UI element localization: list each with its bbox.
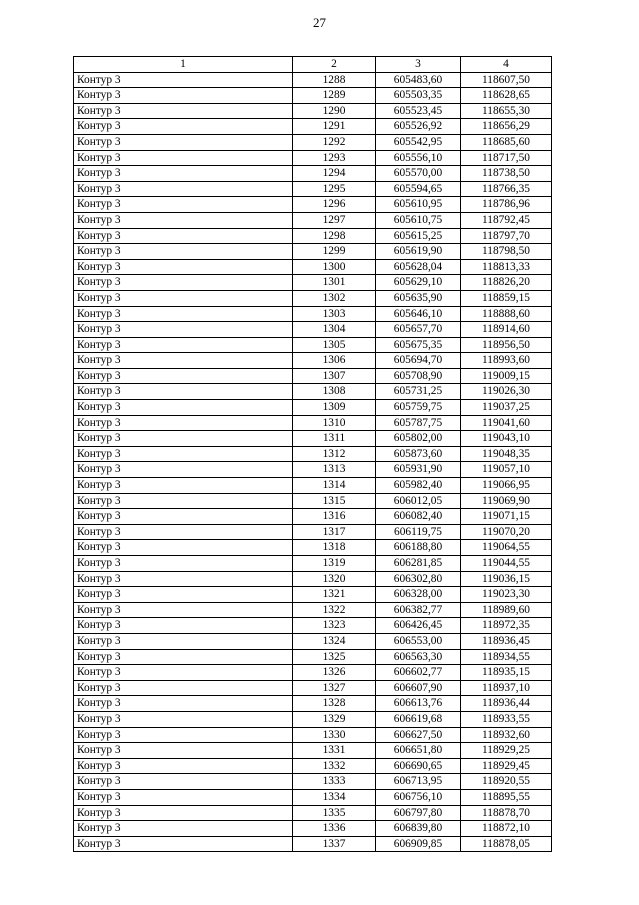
x-coordinate-cell: 606281,85 <box>376 556 461 572</box>
table-row <box>74 212 552 228</box>
contour-name-cell: Контур 3 <box>74 150 293 166</box>
y-coordinate-cell: 118932,60 <box>461 727 552 743</box>
contour-name-cell: Контур 3 <box>74 306 293 322</box>
contour-name-cell: Контур 3 <box>74 103 293 119</box>
x-coordinate-cell: 606651,80 <box>376 743 461 759</box>
x-coordinate-cell: 606713,95 <box>376 774 461 790</box>
page-number: 27 <box>313 15 326 30</box>
contour-name-cell: Контур 3 <box>74 633 293 649</box>
contour-name-cell: Контур 3 <box>74 478 293 494</box>
point-number-cell: 1298 <box>293 228 376 244</box>
table-row <box>74 587 552 603</box>
x-coordinate-cell: 605982,40 <box>376 478 461 494</box>
y-coordinate-cell: 118826,20 <box>461 275 552 291</box>
table-row <box>74 602 552 618</box>
x-coordinate-cell: 606607,90 <box>376 680 461 696</box>
x-coordinate-cell: 606328,00 <box>376 587 461 603</box>
table-row <box>74 446 552 462</box>
x-coordinate-cell: 606119,75 <box>376 524 461 540</box>
table-row <box>74 758 552 774</box>
table-row <box>74 384 552 400</box>
table-row <box>74 478 552 494</box>
y-coordinate-cell: 118935,15 <box>461 665 552 681</box>
y-coordinate-cell: 118685,60 <box>461 134 552 150</box>
y-coordinate-cell: 118936,45 <box>461 633 552 649</box>
x-coordinate-cell: 606619,68 <box>376 711 461 727</box>
table-row <box>74 462 552 478</box>
x-coordinate-cell: 605503,35 <box>376 88 461 104</box>
x-coordinate-cell: 606613,76 <box>376 696 461 712</box>
contour-name-cell: Контур 3 <box>74 821 293 837</box>
point-number-cell: 1302 <box>293 290 376 306</box>
x-coordinate-cell: 605931,90 <box>376 462 461 478</box>
point-number-cell: 1323 <box>293 618 376 634</box>
x-coordinate-cell: 605873,60 <box>376 446 461 462</box>
table-row <box>74 134 552 150</box>
table-row <box>74 306 552 322</box>
y-coordinate-cell: 119064,55 <box>461 540 552 556</box>
contour-name-cell: Контур 3 <box>74 134 293 150</box>
point-number-cell: 1306 <box>293 353 376 369</box>
table-row <box>74 805 552 821</box>
y-coordinate-cell: 118607,50 <box>461 72 552 88</box>
x-coordinate-cell: 606426,45 <box>376 618 461 634</box>
contour-name-cell: Контур 3 <box>74 649 293 665</box>
table-row <box>74 150 552 166</box>
y-coordinate-cell: 118929,25 <box>461 743 552 759</box>
y-coordinate-cell: 119070,20 <box>461 524 552 540</box>
contour-name-cell: Контур 3 <box>74 462 293 478</box>
point-number-cell: 1309 <box>293 400 376 416</box>
contour-name-cell: Контур 3 <box>74 353 293 369</box>
y-coordinate-cell: 118993,60 <box>461 353 552 369</box>
point-number-cell: 1288 <box>293 72 376 88</box>
y-coordinate-cell: 119026,30 <box>461 384 552 400</box>
point-number-cell: 1333 <box>293 774 376 790</box>
x-coordinate-cell: 605483,60 <box>376 72 461 88</box>
y-coordinate-cell: 118872,10 <box>461 821 552 837</box>
table-header-row <box>74 57 552 73</box>
point-number-cell: 1295 <box>293 181 376 197</box>
point-number-cell: 1317 <box>293 524 376 540</box>
contour-name-cell: Контур 3 <box>74 88 293 104</box>
y-coordinate-cell: 119009,15 <box>461 368 552 384</box>
x-coordinate-cell: 605542,95 <box>376 134 461 150</box>
table-row <box>74 711 552 727</box>
point-number-cell: 1325 <box>293 649 376 665</box>
table-row <box>74 290 552 306</box>
y-coordinate-cell: 118972,35 <box>461 618 552 634</box>
x-coordinate-cell: 605523,45 <box>376 103 461 119</box>
point-number-cell: 1289 <box>293 88 376 104</box>
y-coordinate-cell: 118934,55 <box>461 649 552 665</box>
contour-name-cell: Контур 3 <box>74 166 293 182</box>
table-row <box>74 368 552 384</box>
point-number-cell: 1308 <box>293 384 376 400</box>
contour-name-cell: Контур 3 <box>74 836 293 852</box>
table-row <box>74 275 552 291</box>
contour-name-cell: Контур 3 <box>74 181 293 197</box>
contour-name-cell: Контур 3 <box>74 493 293 509</box>
contour-name-cell: Контур 3 <box>74 805 293 821</box>
table-row <box>74 400 552 416</box>
x-coordinate-cell: 605615,25 <box>376 228 461 244</box>
y-coordinate-cell: 118628,65 <box>461 88 552 104</box>
table-row <box>74 166 552 182</box>
x-coordinate-cell: 605610,95 <box>376 197 461 213</box>
table-row <box>74 88 552 104</box>
table-row <box>74 524 552 540</box>
x-coordinate-cell: 605570,00 <box>376 166 461 182</box>
point-number-cell: 1315 <box>293 493 376 509</box>
contour-name-cell: Контур 3 <box>74 556 293 572</box>
point-number-cell: 1297 <box>293 212 376 228</box>
x-coordinate-cell: 605708,90 <box>376 368 461 384</box>
point-number-cell: 1328 <box>293 696 376 712</box>
x-coordinate-cell: 606690,65 <box>376 758 461 774</box>
point-number-cell: 1290 <box>293 103 376 119</box>
contour-name-cell: Контур 3 <box>74 743 293 759</box>
contour-name-cell: Контур 3 <box>74 337 293 353</box>
point-number-cell: 1314 <box>293 478 376 494</box>
contour-name-cell: Контур 3 <box>74 415 293 431</box>
y-coordinate-cell: 118717,50 <box>461 150 552 166</box>
contour-name-cell: Контур 3 <box>74 275 293 291</box>
contour-name-cell: Контур 3 <box>74 446 293 462</box>
table-row <box>74 244 552 260</box>
x-coordinate-cell: 606082,40 <box>376 509 461 525</box>
point-number-cell: 1296 <box>293 197 376 213</box>
contour-name-cell: Контур 3 <box>74 384 293 400</box>
contour-name-cell: Контур 3 <box>74 618 293 634</box>
contour-name-cell: Контур 3 <box>74 524 293 540</box>
x-coordinate-cell: 605675,35 <box>376 337 461 353</box>
point-number-cell: 1324 <box>293 633 376 649</box>
point-number-cell: 1319 <box>293 556 376 572</box>
y-coordinate-cell: 118888,60 <box>461 306 552 322</box>
x-coordinate-cell: 606909,85 <box>376 836 461 852</box>
point-number-cell: 1312 <box>293 446 376 462</box>
x-coordinate-cell: 606756,10 <box>376 789 461 805</box>
contour-name-cell: Контур 3 <box>74 322 293 338</box>
y-coordinate-cell: 118859,15 <box>461 290 552 306</box>
table-row <box>74 789 552 805</box>
point-number-cell: 1321 <box>293 587 376 603</box>
x-coordinate-cell: 605802,00 <box>376 431 461 447</box>
table-row <box>74 743 552 759</box>
contour-name-cell: Контур 3 <box>74 244 293 260</box>
contour-name-cell: Контур 3 <box>74 290 293 306</box>
y-coordinate-cell: 119023,30 <box>461 587 552 603</box>
contour-name-cell: Контур 3 <box>74 228 293 244</box>
x-coordinate-cell: 606012,05 <box>376 493 461 509</box>
point-number-cell: 1299 <box>293 244 376 260</box>
point-number-cell: 1332 <box>293 758 376 774</box>
x-coordinate-cell: 606602,77 <box>376 665 461 681</box>
y-coordinate-cell: 118798,50 <box>461 244 552 260</box>
table-row <box>74 181 552 197</box>
point-number-cell: 1311 <box>293 431 376 447</box>
point-number-cell: 1303 <box>293 306 376 322</box>
y-coordinate-cell: 118989,60 <box>461 602 552 618</box>
x-coordinate-cell: 606563,30 <box>376 649 461 665</box>
table-row <box>74 197 552 213</box>
point-number-cell: 1305 <box>293 337 376 353</box>
y-coordinate-cell: 118937,10 <box>461 680 552 696</box>
contour-name-cell: Контур 3 <box>74 587 293 603</box>
contour-name-cell: Контур 3 <box>74 696 293 712</box>
contour-name-cell: Контур 3 <box>74 789 293 805</box>
x-coordinate-cell: 606553,00 <box>376 633 461 649</box>
point-number-cell: 1337 <box>293 836 376 852</box>
contour-name-cell: Контур 3 <box>74 197 293 213</box>
point-number-cell: 1291 <box>293 119 376 135</box>
column-header: 1 <box>74 57 293 73</box>
x-coordinate-cell: 606382,77 <box>376 602 461 618</box>
table-row <box>74 774 552 790</box>
y-coordinate-cell: 118797,70 <box>461 228 552 244</box>
table-row <box>74 228 552 244</box>
point-number-cell: 1320 <box>293 571 376 587</box>
y-coordinate-cell: 118738,50 <box>461 166 552 182</box>
point-number-cell: 1304 <box>293 322 376 338</box>
column-header: 3 <box>376 57 461 73</box>
y-coordinate-cell: 119057,10 <box>461 462 552 478</box>
contour-name-cell: Контур 3 <box>74 711 293 727</box>
point-number-cell: 1316 <box>293 509 376 525</box>
y-coordinate-cell: 118929,45 <box>461 758 552 774</box>
y-coordinate-cell: 118914,60 <box>461 322 552 338</box>
x-coordinate-cell: 605556,10 <box>376 150 461 166</box>
y-coordinate-cell: 119044,55 <box>461 556 552 572</box>
point-number-cell: 1294 <box>293 166 376 182</box>
y-coordinate-cell: 118933,55 <box>461 711 552 727</box>
point-number-cell: 1327 <box>293 680 376 696</box>
x-coordinate-cell: 606797,80 <box>376 805 461 821</box>
point-number-cell: 1329 <box>293 711 376 727</box>
y-coordinate-cell: 119043,10 <box>461 431 552 447</box>
x-coordinate-cell: 605694,70 <box>376 353 461 369</box>
table-row <box>74 540 552 556</box>
x-coordinate-cell: 606839,80 <box>376 821 461 837</box>
table-row <box>74 103 552 119</box>
y-coordinate-cell: 119069,90 <box>461 493 552 509</box>
point-number-cell: 1307 <box>293 368 376 384</box>
table-row <box>74 72 552 88</box>
contour-name-cell: Контур 3 <box>74 774 293 790</box>
table-row <box>74 353 552 369</box>
y-coordinate-cell: 118895,55 <box>461 789 552 805</box>
x-coordinate-cell: 605628,04 <box>376 259 461 275</box>
y-coordinate-cell: 118786,96 <box>461 197 552 213</box>
point-number-cell: 1292 <box>293 134 376 150</box>
point-number-cell: 1334 <box>293 789 376 805</box>
contour-name-cell: Контур 3 <box>74 431 293 447</box>
x-coordinate-cell: 605635,90 <box>376 290 461 306</box>
y-coordinate-cell: 118956,50 <box>461 337 552 353</box>
x-coordinate-cell: 605646,10 <box>376 306 461 322</box>
point-number-cell: 1318 <box>293 540 376 556</box>
point-number-cell: 1335 <box>293 805 376 821</box>
table-row <box>74 119 552 135</box>
contour-name-cell: Контур 3 <box>74 259 293 275</box>
y-coordinate-cell: 118792,45 <box>461 212 552 228</box>
y-coordinate-cell: 119071,15 <box>461 509 552 525</box>
x-coordinate-cell: 605526,92 <box>376 119 461 135</box>
column-header: 2 <box>293 57 376 73</box>
table-row <box>74 618 552 634</box>
x-coordinate-cell: 605610,75 <box>376 212 461 228</box>
y-coordinate-cell: 118766,35 <box>461 181 552 197</box>
y-coordinate-cell: 119048,35 <box>461 446 552 462</box>
point-number-cell: 1301 <box>293 275 376 291</box>
y-coordinate-cell: 119041,60 <box>461 415 552 431</box>
point-number-cell: 1330 <box>293 727 376 743</box>
contour-name-cell: Контур 3 <box>74 727 293 743</box>
table-row <box>74 665 552 681</box>
contour-name-cell: Контур 3 <box>74 72 293 88</box>
point-number-cell: 1326 <box>293 665 376 681</box>
y-coordinate-cell: 118878,05 <box>461 836 552 852</box>
contour-name-cell: Контур 3 <box>74 758 293 774</box>
table-row <box>74 836 552 852</box>
table-row <box>74 493 552 509</box>
y-coordinate-cell: 118878,70 <box>461 805 552 821</box>
y-coordinate-cell: 119037,25 <box>461 400 552 416</box>
contour-name-cell: Контур 3 <box>74 368 293 384</box>
x-coordinate-cell: 605629,10 <box>376 275 461 291</box>
coordinates-table <box>73 56 552 852</box>
contour-name-cell: Контур 3 <box>74 602 293 618</box>
y-coordinate-cell: 118655,30 <box>461 103 552 119</box>
x-coordinate-cell: 606302,80 <box>376 571 461 587</box>
table-row <box>74 727 552 743</box>
x-coordinate-cell: 606188,80 <box>376 540 461 556</box>
x-coordinate-cell: 605657,70 <box>376 322 461 338</box>
table-row <box>74 259 552 275</box>
y-coordinate-cell: 118936,44 <box>461 696 552 712</box>
contour-name-cell: Контур 3 <box>74 665 293 681</box>
point-number-cell: 1313 <box>293 462 376 478</box>
x-coordinate-cell: 606627,50 <box>376 727 461 743</box>
x-coordinate-cell: 605731,25 <box>376 384 461 400</box>
y-coordinate-cell: 119066,95 <box>461 478 552 494</box>
contour-name-cell: Контур 3 <box>74 119 293 135</box>
contour-name-cell: Контур 3 <box>74 400 293 416</box>
point-number-cell: 1336 <box>293 821 376 837</box>
table-row <box>74 431 552 447</box>
table-row <box>74 696 552 712</box>
x-coordinate-cell: 605619,90 <box>376 244 461 260</box>
table-row <box>74 509 552 525</box>
table-row <box>74 337 552 353</box>
point-number-cell: 1310 <box>293 415 376 431</box>
contour-name-cell: Контур 3 <box>74 571 293 587</box>
table-row <box>74 633 552 649</box>
point-number-cell: 1331 <box>293 743 376 759</box>
y-coordinate-cell: 118813,33 <box>461 259 552 275</box>
x-coordinate-cell: 605594,65 <box>376 181 461 197</box>
x-coordinate-cell: 605759,75 <box>376 400 461 416</box>
table-row <box>74 322 552 338</box>
table-row <box>74 556 552 572</box>
table-row <box>74 821 552 837</box>
column-header: 4 <box>461 57 552 73</box>
y-coordinate-cell: 118656,29 <box>461 119 552 135</box>
table-row <box>74 415 552 431</box>
contour-name-cell: Контур 3 <box>74 509 293 525</box>
table-row <box>74 571 552 587</box>
contour-name-cell: Контур 3 <box>74 680 293 696</box>
point-number-cell: 1322 <box>293 602 376 618</box>
contour-name-cell: Контур 3 <box>74 212 293 228</box>
point-number-cell: 1293 <box>293 150 376 166</box>
x-coordinate-cell: 605787,75 <box>376 415 461 431</box>
y-coordinate-cell: 119036,15 <box>461 571 552 587</box>
point-number-cell: 1300 <box>293 259 376 275</box>
y-coordinate-cell: 118920,55 <box>461 774 552 790</box>
table-row <box>74 649 552 665</box>
contour-name-cell: Контур 3 <box>74 540 293 556</box>
table-row <box>74 680 552 696</box>
